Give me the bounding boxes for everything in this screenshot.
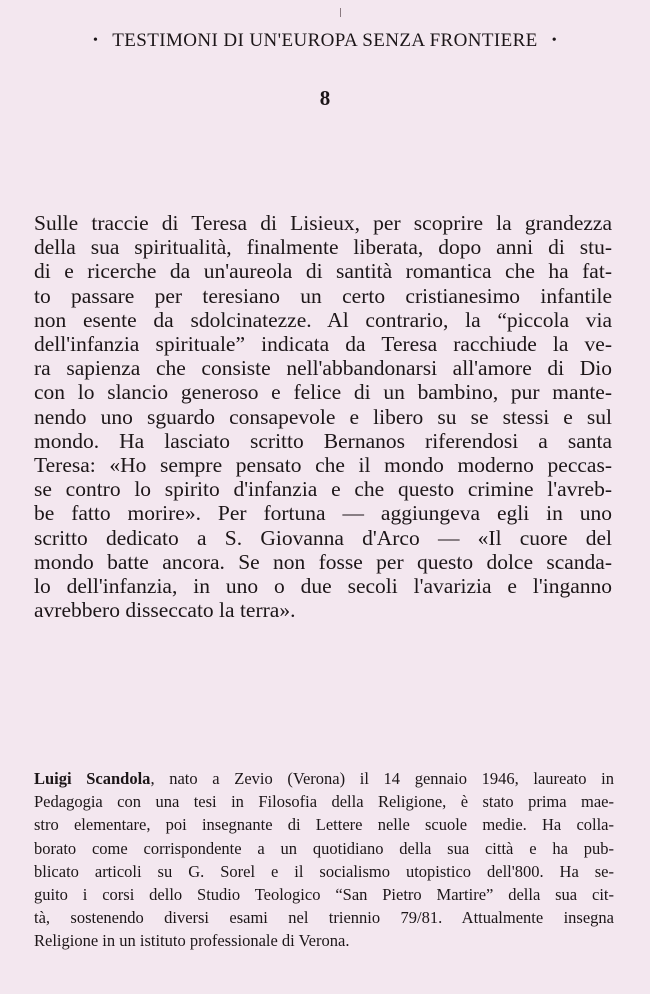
body-line: scritto dedicato a S. Giovanna d'Arco — «Il cuore del — [34, 525, 612, 550]
body-line: avrebbero disseccato la terra». — [34, 598, 296, 623]
body-line: se contro lo spirito d'infanzia e che questo crimine l'avreb- — [34, 477, 612, 502]
author-bio — [34, 767, 614, 953]
body-line: nendo uno sguardo consapevole e libero su se stessi e sul — [34, 404, 612, 429]
body-line: di e ricerche da un'aureola di santità romantica che ha fat- — [34, 259, 612, 284]
body-line: dell'infanzia spirituale” indicata da Teresa racchiude la ve- — [34, 332, 612, 357]
body-paragraph — [34, 211, 612, 622]
body-line: con lo slancio generoso e felice di un bambino, pur mante- — [34, 380, 612, 405]
bio-first-line: , nato a Zevio (Verona) il 14 gennaio 1946, laureato in — [150, 769, 614, 788]
body-line: ra sapienza che consiste nell'abbandonarsi all'amore di Dio — [34, 356, 612, 381]
bio-line — [34, 767, 614, 790]
body-line: Teresa: «Ho sempre pensato che il mondo moderno peccas- — [34, 453, 612, 478]
running-title: TESTIMONI DI UN'EUROPA SENZA FRONTIERE — [112, 30, 538, 51]
bio-line: borato come corrispondente a un quotidiano della sua città e ha pub- — [34, 838, 614, 858]
body-line: be fatto morire». Per fortuna — aggiungeva egli in uno — [34, 501, 612, 526]
bio-line: tà, sostenendo diversi esami nel triennio 79/81. Attualmente insegna — [34, 908, 614, 928]
body-line: della sua spiritualità, finalmente liberata, dopo anni di stu- — [34, 235, 612, 260]
chapter-number: 8 — [319, 86, 331, 110]
body-line: mondo. Ha lasciato scritto Bernanos riferendosi a santa — [34, 428, 612, 453]
running-header — [0, 30, 650, 52]
body-line: mondo batte ancora. Se non fosse per questo dolce scanda- — [34, 549, 612, 574]
body-line: lo dell'infanzia, in uno o due secoli l'avarizia e l'inganno — [34, 574, 612, 599]
paper-speck — [340, 8, 341, 17]
bio-line: Religione in un istituto professionale di Verona. — [34, 931, 350, 951]
body-line: to passare per teresiano un certo cristianesimo infantile — [34, 283, 612, 308]
header-bullet-right: • — [551, 33, 557, 48]
body-line: Sulle traccie di Teresa di Lisieux, per scoprire la grandezza — [34, 211, 612, 235]
author-name: Luigi Scandola — [34, 769, 151, 788]
bio-line: Pedagogia con una tesi in Filosofia della Religione, è stato prima mae- — [34, 792, 614, 812]
body-line: non esente da sdolcinatezze. Al contrario, la “piccola via — [34, 307, 612, 332]
bio-line: guito i corsi dello Studio Teologico “San Pietro Martire” della sua cit- — [34, 885, 614, 905]
header-bullet-left: • — [92, 33, 99, 48]
bio-line: blicato articoli su G. Sorel e il socialismo utopistico dell'800. Ha se- — [34, 861, 614, 881]
bio-line: stro elementare, poi insegnante di Lettere nelle scuole medie. Ha colla- — [34, 815, 614, 835]
